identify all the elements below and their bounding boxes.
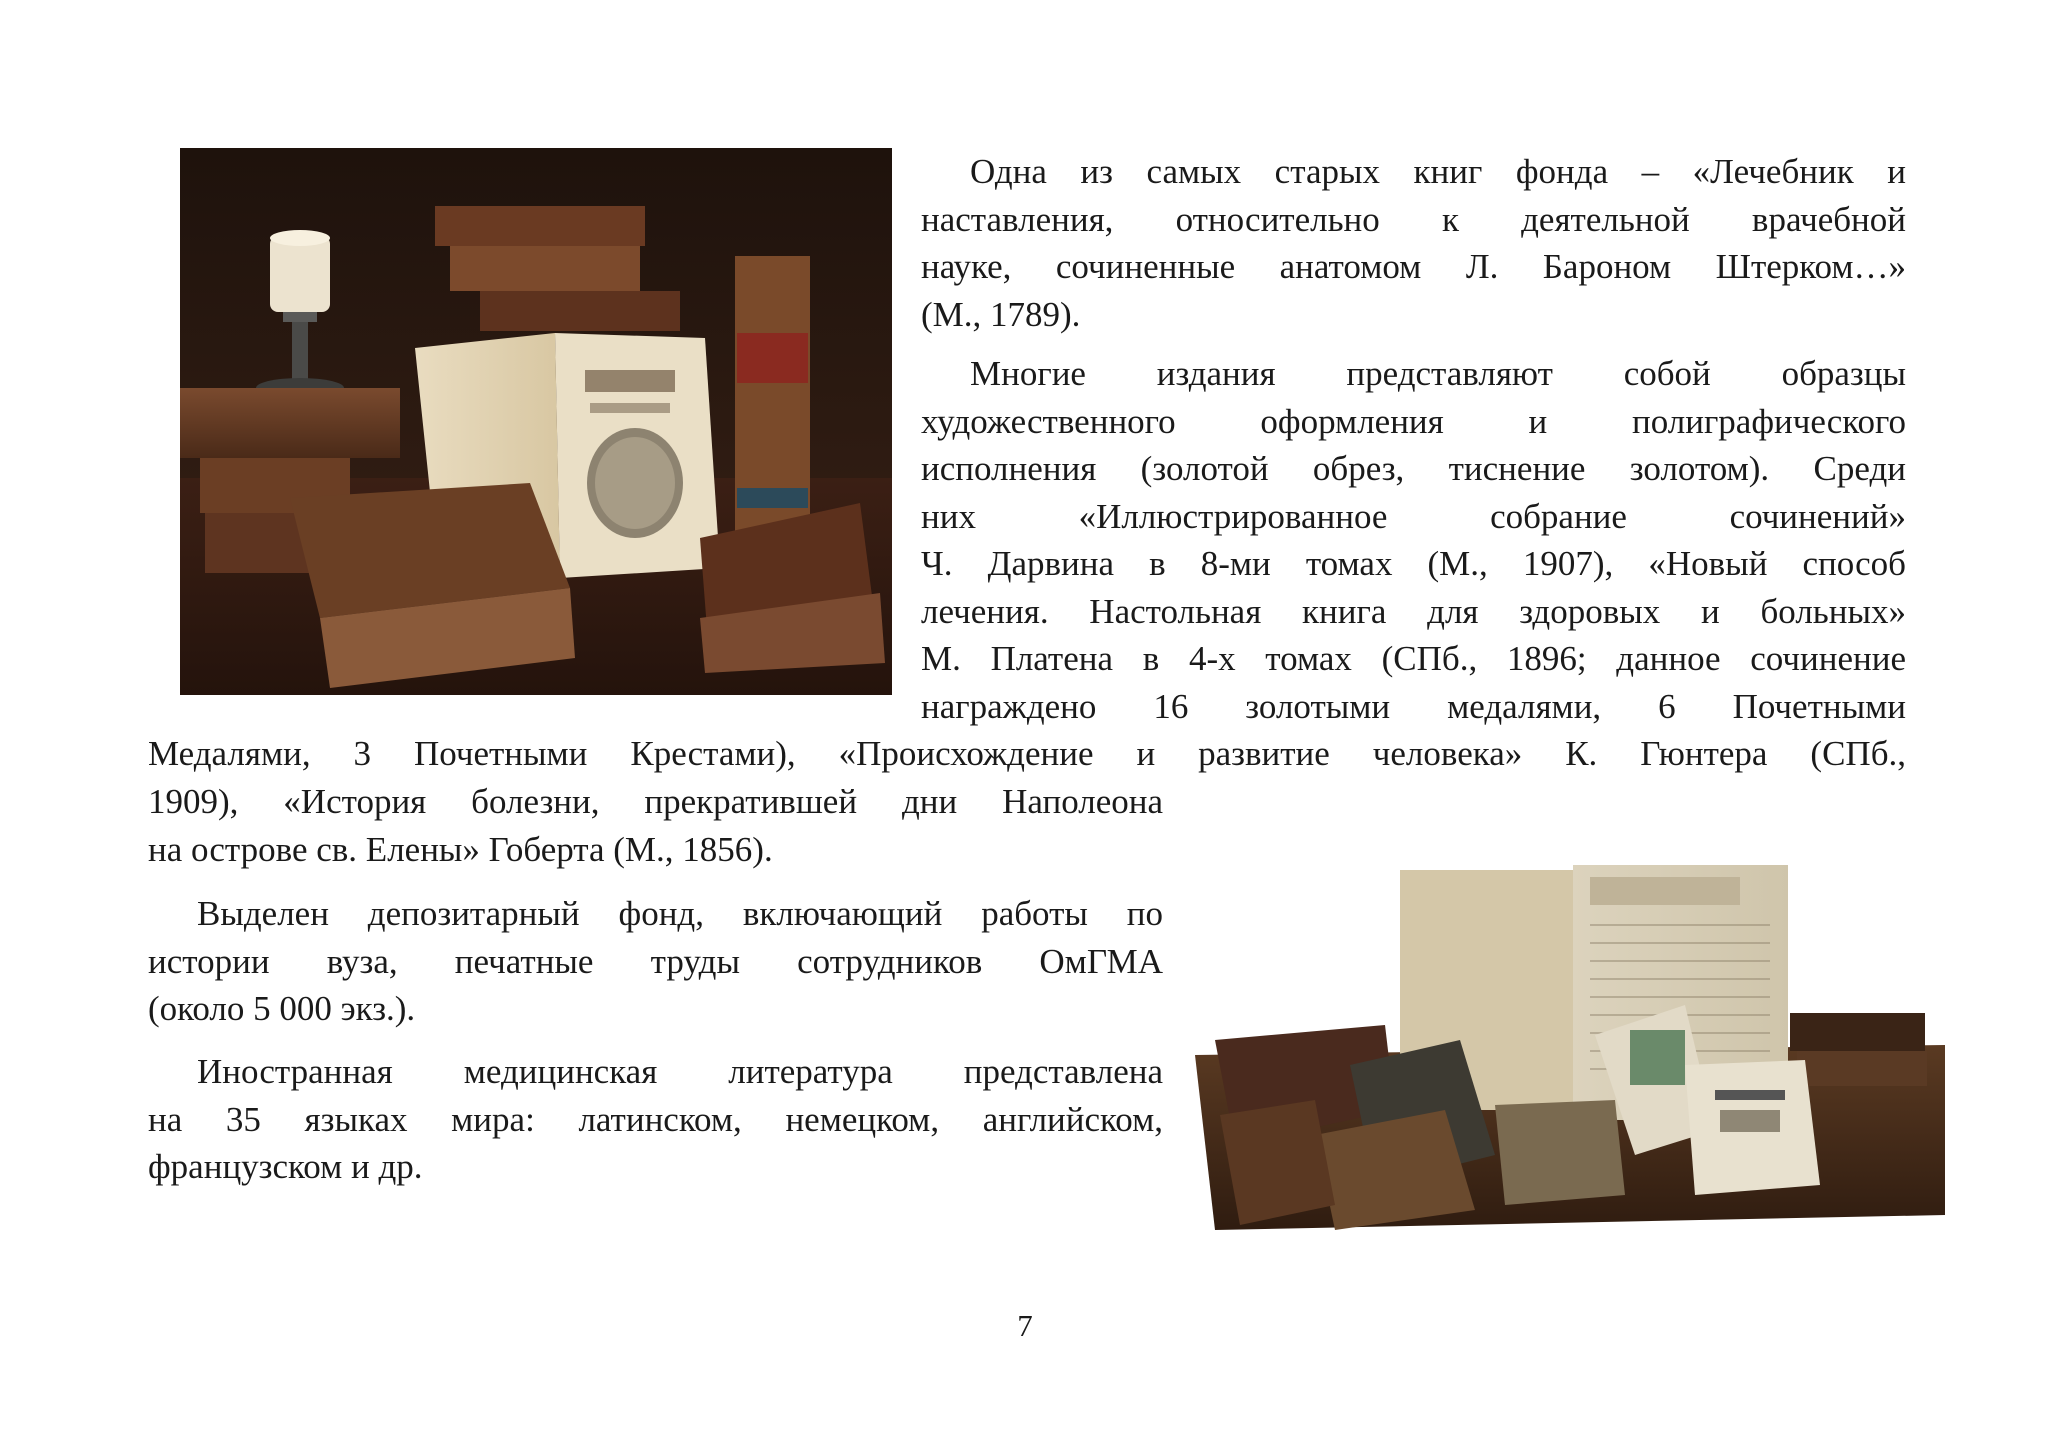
- paragraph-foreign-literature: [148, 1048, 1163, 1191]
- antique-books-photo: [180, 148, 892, 695]
- zoology-notebooks-photo: [1195, 855, 1945, 1235]
- text-line: лечения. Настольная книга для здоровых и больных»: [921, 591, 1906, 631]
- text-line: Ч. Дарвина в 8-ми томах (М., 1907), «Новый способ: [921, 544, 1906, 583]
- text-line: Медалями, 3 Почетными Крестами), «Происхождение и развитие человека» К. Гюнтера (СПб.,: [148, 734, 1906, 773]
- text-line: истории вуза, печатные труды сотрудников ОмГМА: [148, 941, 1163, 981]
- text-line: М. Платена в 4-х томах (СПб., 1896; данное сочинение: [921, 639, 1906, 678]
- text-line: наставления, относительно к деятельной врачебной: [921, 199, 1906, 239]
- paragraph-editions-tail: [148, 778, 1163, 873]
- text-line: награждено 16 золотыми медалями, 6 Почетными: [921, 686, 1906, 726]
- text-line: Выделен депозитарный фонд, включающий работы по: [197, 894, 1163, 933]
- paragraph-oldest-book: [921, 148, 1906, 338]
- paragraph-editions: [921, 350, 1906, 730]
- text-line: (около 5 000 экз.).: [148, 989, 416, 1028]
- text-line: науке, сочиненные анатомом Л. Бароном Штерком…»: [921, 247, 1906, 286]
- paragraph-editions-full-width-line: [148, 730, 1906, 778]
- page-number: 7: [1017, 1308, 1033, 1343]
- paragraph-depository-fund: [148, 890, 1163, 1033]
- text-line: на 35 языках мира: латинском, немецком, английском,: [148, 1099, 1163, 1139]
- text-line: Одна из самых старых книг фонда – «Лечебник и: [970, 152, 1906, 191]
- text-line: Иностранная медицинская литература представлена: [197, 1052, 1163, 1091]
- text-line: (М., 1789).: [921, 294, 1081, 334]
- text-line: на острове св. Елены» Гоберта (М., 1856).: [148, 829, 773, 869]
- text-line: художественного оформления и полиграфического: [921, 401, 1906, 441]
- text-line: 1909), «История болезни, прекратившей дни Наполеона: [148, 782, 1163, 821]
- text-line: них «Иллюстрированное собрание сочинений»: [921, 496, 1906, 536]
- text-line: Многие издания представляют собой образцы: [970, 354, 1906, 393]
- text-line: исполнения (золотой обрез, тиснение золотом). Среди: [921, 449, 1906, 488]
- text-line: французском и др.: [148, 1147, 423, 1186]
